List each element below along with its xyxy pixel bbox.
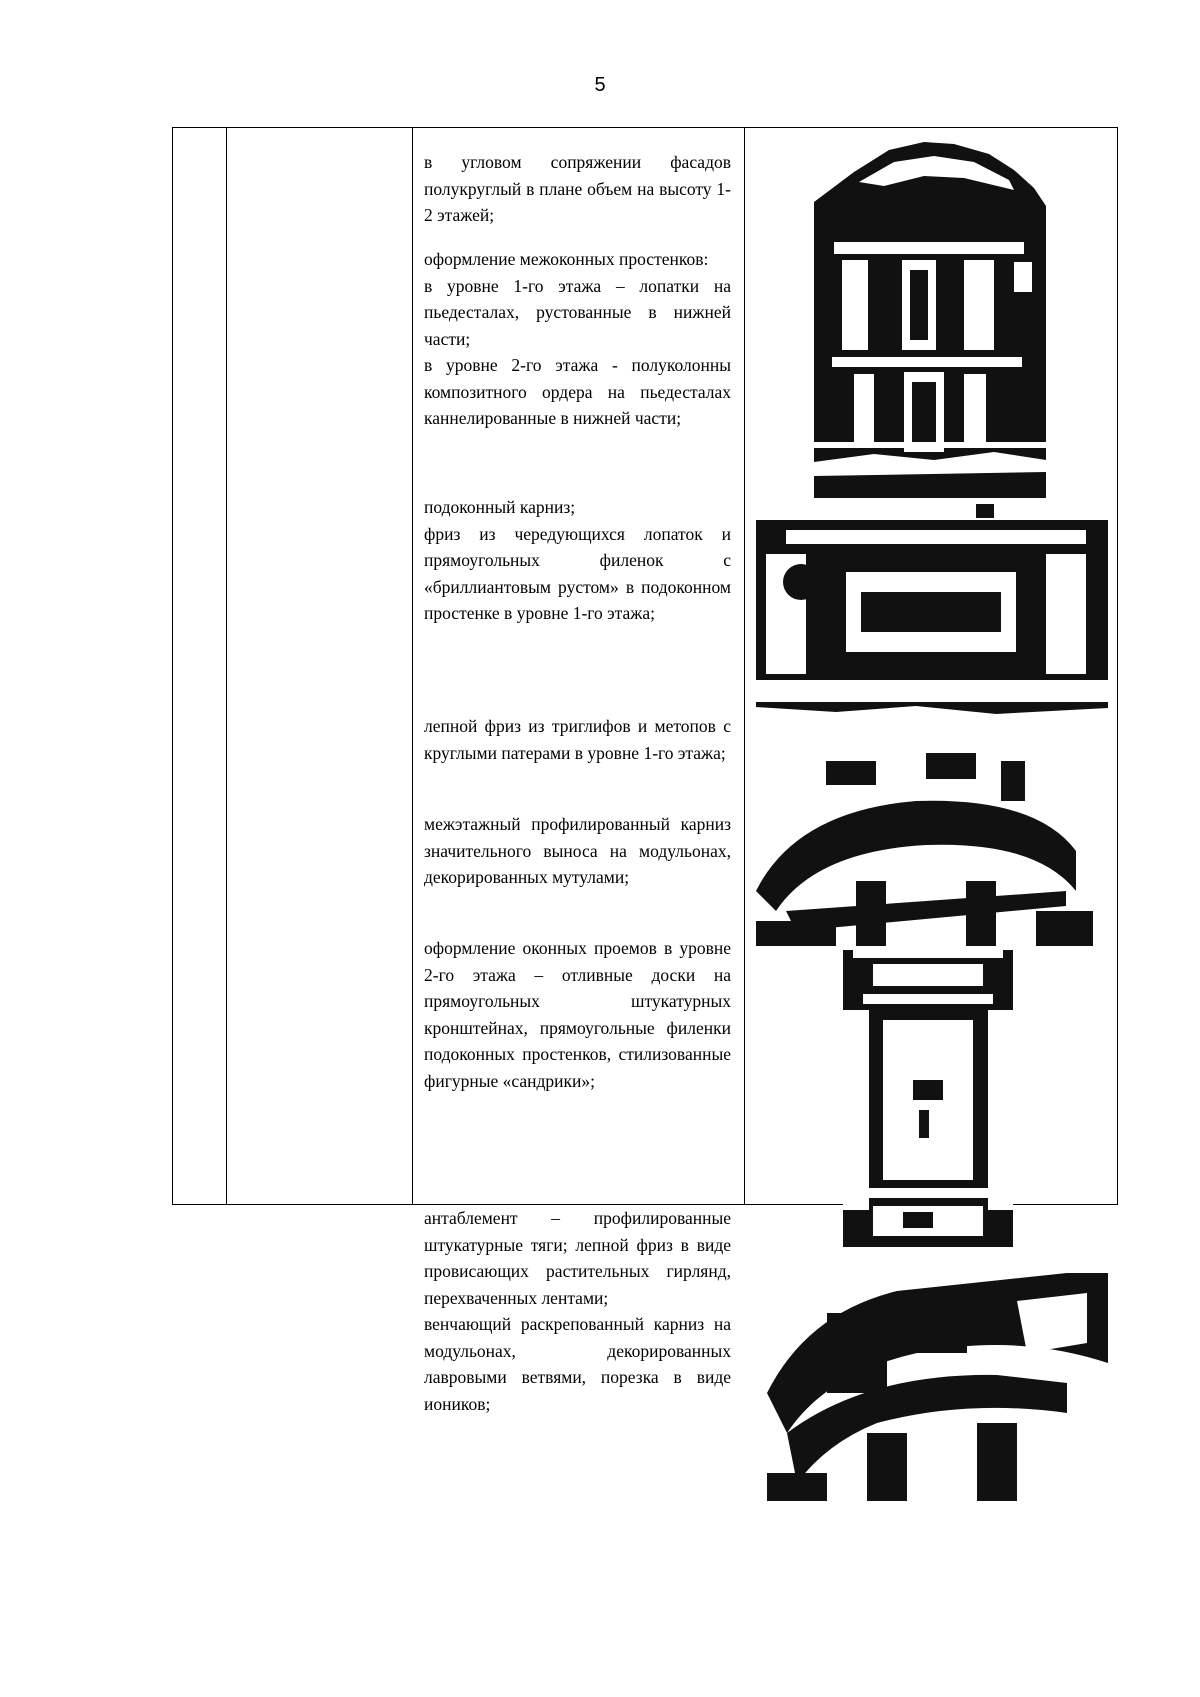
entablature-photo: [767, 1273, 1108, 1501]
description-paragraph: в угловом сопряжении фасадов полукруглый в плане объем на высоту 1-2 этажей;: [424, 152, 731, 225]
description-paragraph: оформление межоконных простенков:: [424, 249, 709, 269]
description-paragraph: лепной фриз из триглифов и метопов с круглыми патерами в уровне 1-го этажа;: [424, 716, 731, 763]
description-paragraph: подоконный карниз;: [424, 497, 576, 517]
cell-description: [413, 128, 745, 1414]
cell-object-name: [227, 128, 413, 1205]
description-block: [424, 935, 731, 1094]
description-block: [424, 811, 731, 891]
cell-number: [173, 128, 227, 1205]
description-paragraph: фриз из чередующихся лопаток и прямоугольных филенок с «бриллиантовым рустом» в подоконном простенке в уровне 1-го этажа;: [424, 523, 731, 623]
cornice-photo: [756, 741, 1093, 946]
facade-corner-photo: [814, 142, 1046, 498]
description-paragraph: антаблемент – профилированные штукатурные тяги; лепной фриз в виде провисающих растительных гирлянд, перехваченных лентами;: [424, 1208, 731, 1308]
window-framing-photo: [843, 950, 1013, 1247]
description-paragraph: в уровне 2-го этажа - полуколонны композитного ордера на пьедесталах каннелированные в нижней части;: [424, 355, 731, 428]
page-number: 5: [594, 74, 606, 96]
description-paragraph: межэтажный профилированный карниз значительного выноса на модульонах, декорированных мутулами;: [424, 814, 731, 887]
table-row: [173, 128, 1118, 1205]
cell-photos: [745, 128, 1118, 1205]
description-table: [172, 127, 1118, 1414]
description-block: [424, 246, 731, 432]
frieze-photo: [756, 502, 1108, 736]
description-block: [424, 494, 731, 627]
description-paragraph: оформление оконных проемов в уровне 2-го этажа – отливные доски на прямоугольных штукатурных кронштейнах, прямоугольные филенки подоконных простенков, стилизованные фигурные «сандрики»;: [424, 938, 731, 1091]
description-block: [424, 149, 731, 229]
description-block: [424, 1205, 731, 1417]
description-paragraph: в уровне 1-го этажа – лопатки на пьедесталах, рустованные в нижней части;: [424, 275, 731, 349]
description-paragraph: венчающий раскрепованный карниз на модульонах, декорированных лавровыми ветвями, порезка в виде иоников;: [424, 1314, 731, 1414]
description-block: [424, 713, 731, 766]
